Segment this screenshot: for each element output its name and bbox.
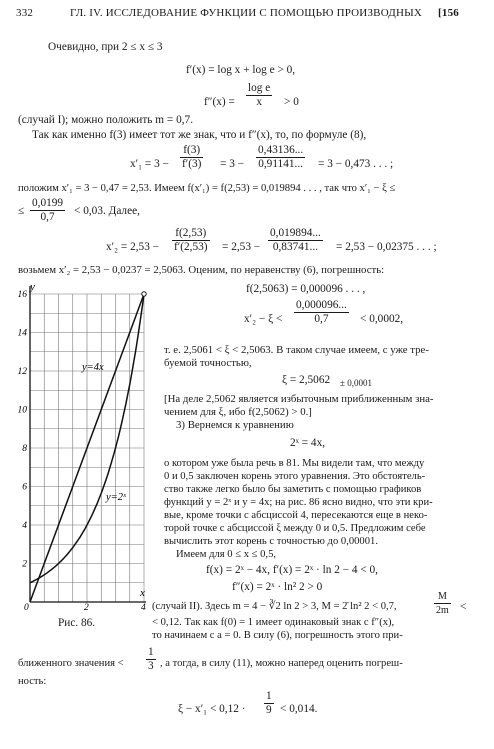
y-tick-label: 6 [22,482,27,493]
text-line: о котором уже была речь в 81. Мы видели там, что между [164,458,425,469]
section-number: [156 [438,7,459,19]
equation: f″(x) = 2ˣ · ln² 2 > 0 [232,581,323,593]
text-line: вые, кроме точки с абсциссой 4, пересекаются еще в неко- [164,510,428,521]
text-line: , а тогда, в силу (11), можно наперед оценить погреш- [160,658,403,669]
figure-86 [17,280,150,613]
y-tick-label: 4 [22,521,27,531]
y-tick-label: 10 [17,405,27,416]
denominator: x [256,96,262,108]
y-tick-label: 2 [22,559,27,570]
denominator: 0,91141... [258,158,303,170]
equation: ξ − x′₁ < 0,12 · [178,703,246,715]
fraction [180,144,203,171]
text-line: ство также легко было бы заметить с помощью графиков [164,484,422,495]
x-tick-label: 4 [141,603,146,613]
equation: = 3 − 0,473 . . . ; [318,158,394,170]
chapter-title: ГЛ. IV. ИССЛЕДОВАНИЕ ФУНКЦИИ С ПОМОЩЬЮ ПРОИЗВОДНЫХ [70,7,423,19]
text-line: вычислить этот корень с точностью до 0,00001. [164,536,378,547]
equation-subscript: ± 0,0001 [340,378,372,388]
curve-label-exp: y=2ˣ [106,492,126,503]
denominator: 9 [266,704,272,716]
text-line: [На деле 2,5062 является избыточным приближенным зна- [164,393,434,405]
y-tick-label: 8 [22,444,27,454]
equation: < [460,601,467,613]
denominator: 0,7 [314,313,329,325]
text-line: возьмем x′₂ = 2,53 − 0,0237 = 2,5063. Оценим, по неравенству (6), погрешность: [18,264,385,276]
page-number: 332 [16,7,34,19]
fraction [256,144,305,171]
fraction [30,197,65,224]
y-tick-label: 16 [17,290,27,300]
denominator: f′(2,53) [174,241,208,253]
equation: x′₂ − ξ < [244,313,283,325]
numerator: 0,000096... [296,299,347,311]
equation: f′(x) = log x + log e > 0, [186,64,296,76]
y-axis-label: y [30,281,35,293]
text-line: Так как именно f(3) имеет тот же знак, что и f″(x), то, по формуле (8), [32,129,367,141]
x-tick-label: 2 [84,603,89,613]
text-line: (случай II). Здесь m = 4 − ∛2 ln 2 > 3, M = 2̄ ln² 2 < 0,7, [152,601,397,612]
equation: > 0 [284,96,299,108]
text-line: 3) Вернемся к уравнению [176,419,294,431]
text-line: Очевидно, при 2 ≤ x ≤ 3 [48,41,163,53]
equation: x′₁ = 3 − [130,158,169,170]
equation: < 0,0002, [360,313,404,325]
x-axis-label: x [140,587,145,599]
fraction [264,690,274,717]
numerator: f(3) [180,144,203,158]
numerator: f(2,53) [172,227,210,241]
text-line: (случай I); можно положить m = 0,7. [18,114,194,126]
numerator: M [434,590,451,604]
numerator: log e [248,82,271,94]
fraction [246,82,272,109]
text-line: положим x′₁ = 3 − 0,47 = 2,53. Имеем f(x′₁) = f(2,53) = 0,019894 . . . , так что x′₁ − ξ ≤ [18,183,396,194]
denominator: 3 [148,660,154,672]
equation: f″(x) = [204,96,235,108]
text-line: буемой точностью, [164,357,252,369]
graph [17,280,150,613]
text-line: торой точке с абсциссой ξ между 0 и 0,5. Предложим себе [164,523,426,534]
text-line: т. е. 2,5061 < ξ < 2,5063. В таком случае имеем, с уже тре- [164,344,429,356]
text-line: Имеем для 0 ≤ x ≤ 0,5, [176,549,277,560]
y-tick-label: 14 [17,328,27,339]
fraction [146,646,156,673]
text-line: 0 и 0,5 заключен корень этого уравнения. Это обстоятель- [164,471,426,482]
numerator: 0,019894... [270,227,321,239]
intersection-point [142,292,146,296]
numerator: 1 [266,690,272,702]
numerator: 1 [148,646,154,658]
equation: = 3 − [220,158,245,170]
x-tick-label: 0 [24,603,29,613]
curve-label-linear: y=4x [82,362,104,373]
fraction [434,590,451,617]
equation: < 0,014. [280,703,318,715]
text-line: < 0,03. Далее, [74,205,140,217]
text-line: функций y = 2ˣ и y = 4x; на рис. 86 ясно видно, что эти кри- [164,497,433,508]
text-line: то начинаем с a = 0. В силу (6), погрешность этого при- [152,630,403,641]
equation: = 2,53 − [222,241,261,253]
denominator: 0,7 [40,211,55,223]
text-line: ность: [18,676,47,687]
denominator: 0,83741... [272,241,319,253]
y-tick-label: 12 [17,367,27,377]
text-line: ближенного значения < [18,658,124,669]
figure-caption: Рис. 86. [58,617,96,629]
equation: = 2,53 − 0,02375 . . . ; [336,241,437,253]
denominator: 2m [436,605,449,616]
text-line: чением для ξ, ибо f(2,5062) > 0.] [164,406,312,418]
equation: ξ = 2,5062 [282,374,331,386]
denominator: f′(3) [182,158,202,170]
numerator: 0,43136... [258,144,304,156]
fraction [268,227,323,254]
text-line: < 0,12. Так как f(0) = 1 имеет одинаковый знак с f″(x), [152,617,395,628]
fraction [172,227,210,254]
equation: f(2,5063) = 0,000096 . . . , [246,283,366,295]
numerator: 0,0199 [32,197,64,209]
equation: f(x) = 2ˣ − 4x, f′(x) = 2ˣ · ln 2 − 4 < 0, [206,564,379,576]
equation: 2ˣ = 4x, [290,437,326,449]
fraction [294,299,349,326]
equation: x′₂ = 2,53 − [106,241,160,253]
equation: ≤ [18,205,25,217]
